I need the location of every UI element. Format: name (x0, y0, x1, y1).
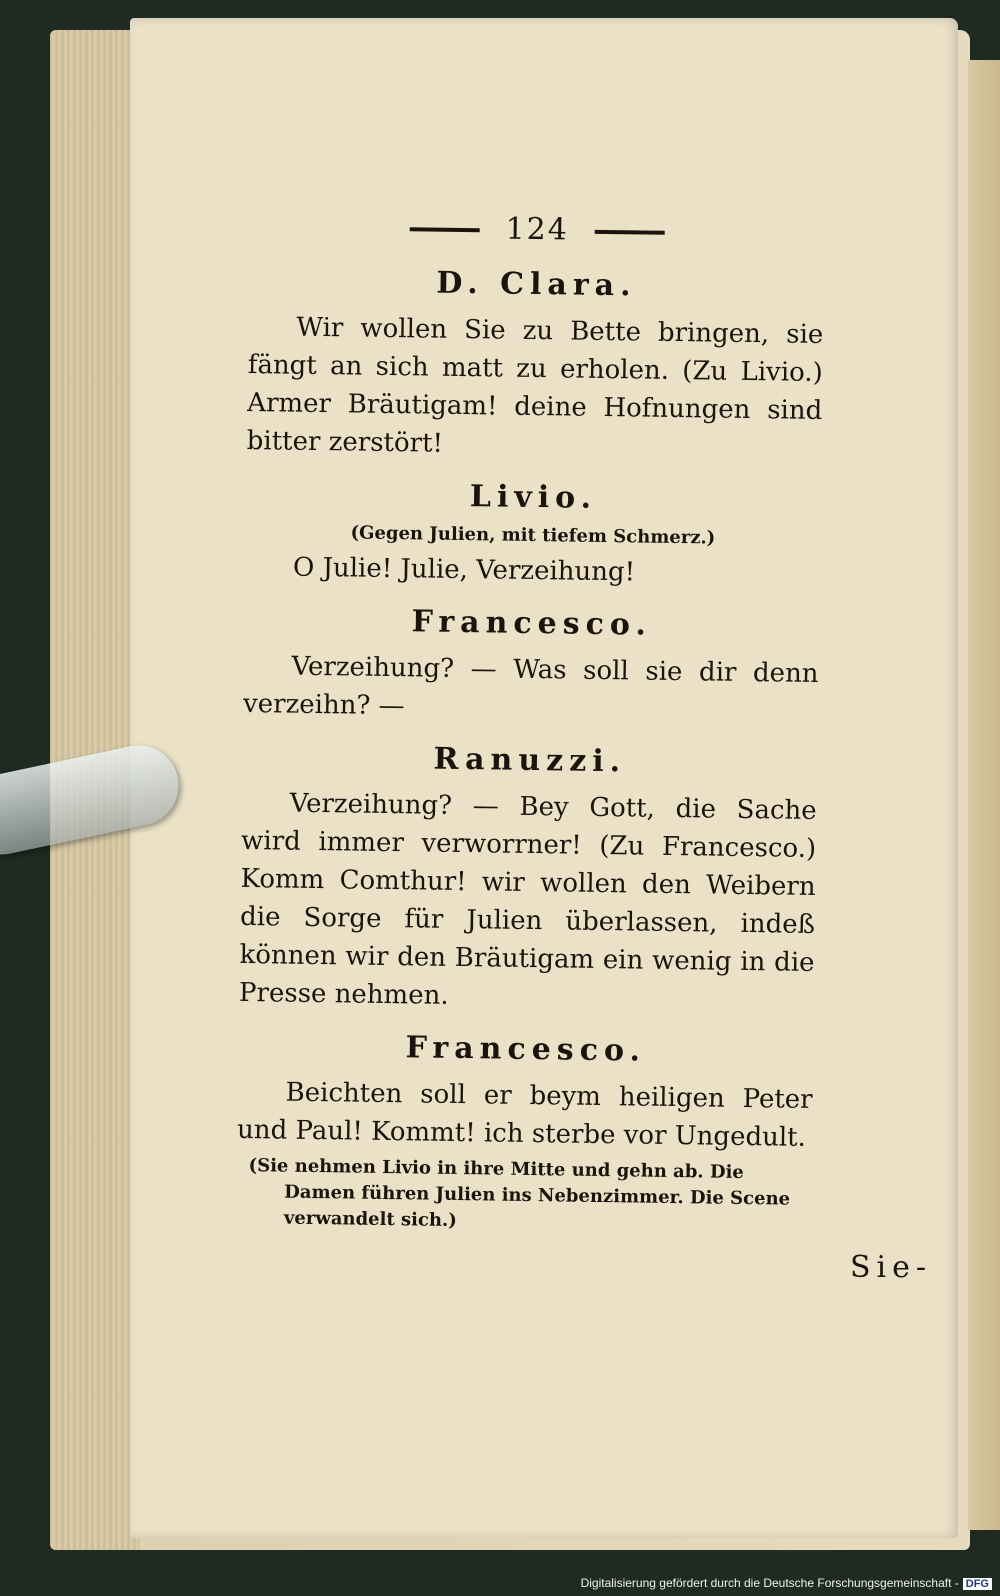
speaker-name: Ranuzzi. (433, 741, 627, 780)
speaker-name: D. Clara. (436, 265, 637, 304)
speaker-name: Livio. (469, 479, 598, 516)
header-ornament-left (410, 227, 480, 232)
page-number: 124 (505, 211, 570, 248)
stage-direction: (Gegen Julien, mit tiefem Schmerz.) (350, 522, 716, 549)
page-header (250, 208, 825, 251)
dialogue-line: O Julie! Julie, Verzeihung! (292, 552, 636, 588)
dialogue-line: Beichten soll er beym heiligen Peter und Paul! Kommt! ich sterbe vor Ungedult. (236, 1077, 813, 1153)
book-page (130, 18, 958, 1538)
dfg-logo: DFG (963, 1578, 992, 1590)
dialogue-line: Verzeihung? — Was soll sie dir denn verzeihn? — (242, 651, 819, 722)
catchword: Sie- (850, 1250, 933, 1285)
footer-text: Digitalisierung gefördert durch die Deutsche Forschungsgemeinschaft - (580, 1576, 959, 1590)
dialogue-line: Wir wollen Sie zu Bette bringen, sie fängt an sich matt zu erholen. (Zu Livio.) Armer Bräutigam! deine Hofnungen sind bitter zerstört! (246, 312, 824, 459)
facing-page-edge (968, 60, 1000, 1530)
digitization-footer (581, 1576, 992, 1590)
speaker-name: Francesco. (411, 604, 653, 643)
header-ornament-right (594, 230, 664, 235)
page-text (236, 208, 825, 1239)
dialogue-line: Verzeihung? — Bey Gott, die Sache wird immer verworrner! (Zu Francesco.) Komm Comthur! wir wollen den Weibern die Sorge für Julien überlassen, indeß können wir den Bräutigam ein wenig in die Presse nehmen. (238, 788, 817, 1011)
speaker-name: Francesco. (405, 1030, 647, 1069)
stage-direction-block: (Sie nehmen Livio in ihre Mitte und gehn ab. Die Damen führen Julien ins Nebenzimmer. Die Scene verwandelt sich.) (248, 1155, 791, 1231)
